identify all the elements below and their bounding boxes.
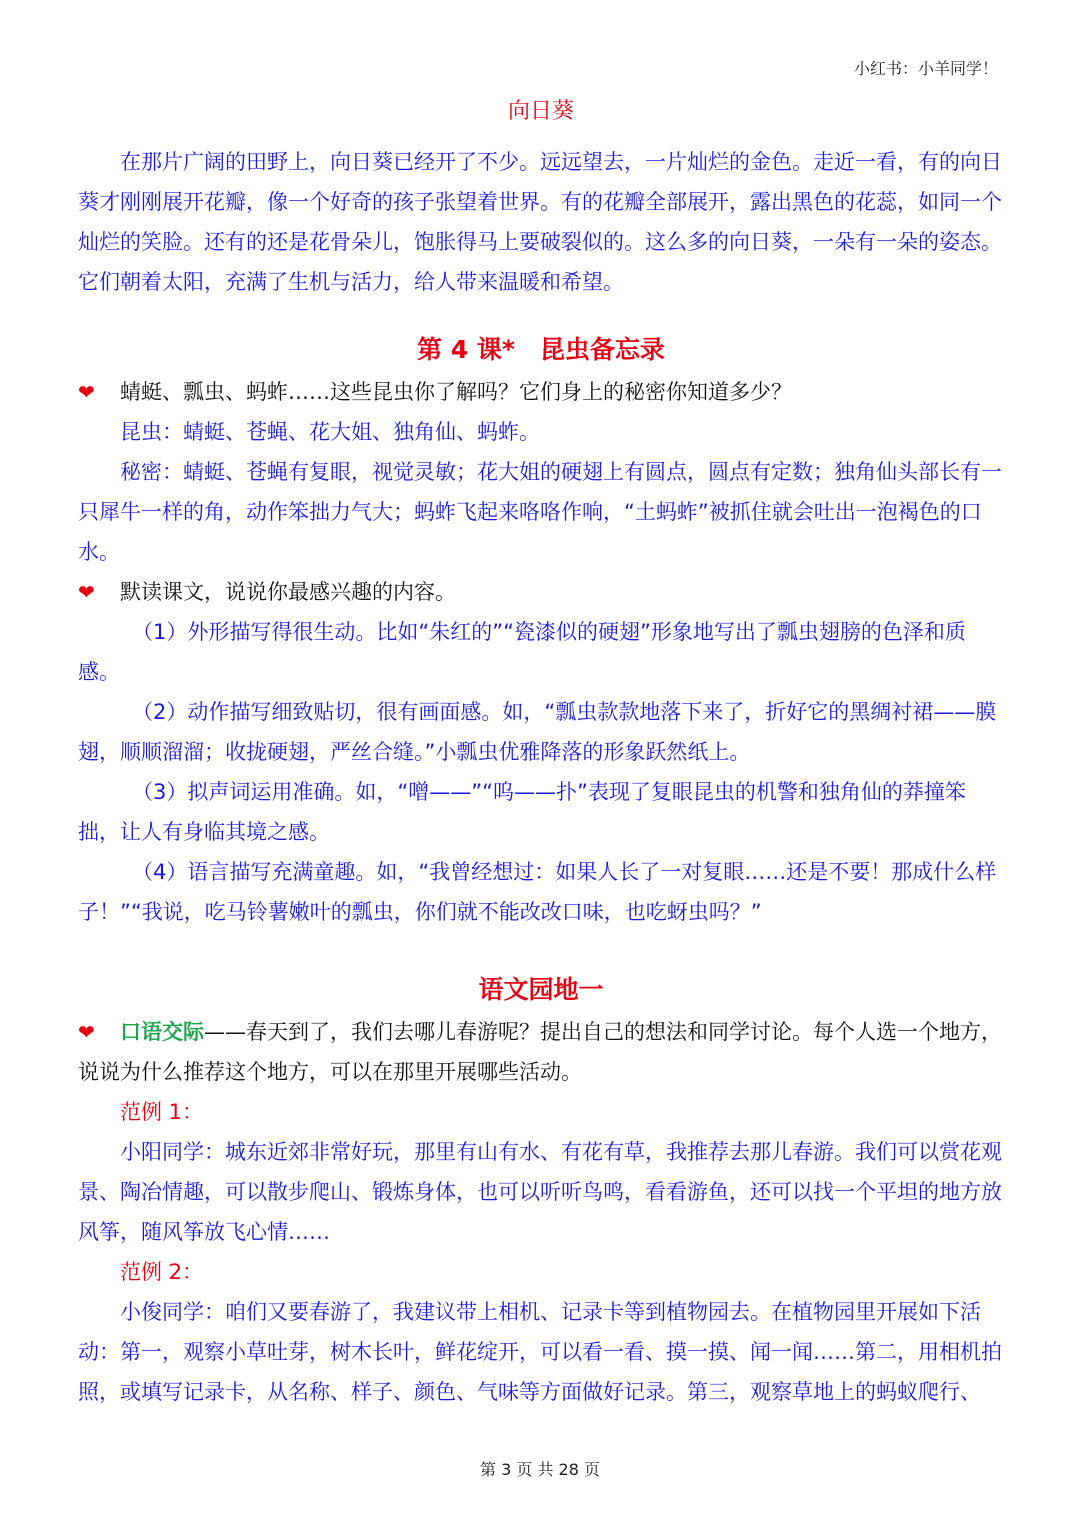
answer-1: （1）外形描写得很生动。比如“朱红的”“瓷漆似的硬翅”形象地写出了瓢虫翅膀的色泽和质感。	[78, 620, 966, 684]
answer-2: （2）动作描写细致贴切，很有画面感。如，“瓢虫款款地落下来了，折好它的黑绸衬裙——膜翅，顺顺溜溜；收拢硬翅，严丝合缝。”小瓢虫优雅降落的形象跃然纸上。	[78, 700, 997, 764]
sunflower-paragraph: 在那片广阔的田野上，向日葵已经开了不少。远远望去，一片灿烂的金色。走近一看，有的向日葵才刚刚展开花瓣，像一个好奇的孩子张望着世界。有的花瓣全部展开，露出黑色的花蕊，如同一个灿烂的笑脸。还有的还是花骨朵儿，饱胀得马上要破裂似的。这么多的向日葵，一朵有一朵的姿态。它们朝着太阳，充满了生机与活力，给人带来温暖和希望。	[78, 150, 1002, 294]
oral-text: ——春天到了，我们去哪儿春游呢？提出自己的想法和同学讨论。每个人选一个地方，说说为什么推荐这个地方，可以在那里开展哪些活动。	[78, 1020, 1002, 1084]
section-title-sunflower: 向日葵	[507, 99, 574, 124]
oral-label: 口语交际	[120, 1020, 204, 1044]
example-2-label: 范例 2：	[120, 1260, 204, 1284]
garden-title: 语文园地一	[478, 975, 604, 1004]
example-1-text: 小阳同学：城东近郊非常好玩，那里有山有水、有花有草，我推荐去那儿春游。我们可以赏花观景、陶冶情趣，可以散步爬山、锻炼身体，也可以听听鸟鸣，看看游鱼，还可以找一个平坦的地方放风筝，随风筝放飞心情……	[78, 1140, 1002, 1244]
document-page	[78, 92, 1004, 1412]
example-1-label: 范例 1：	[120, 1100, 204, 1124]
heart-icon: ❤	[78, 580, 95, 604]
lesson-title: 第 4 课* 昆虫备忘录	[417, 335, 665, 364]
question-2-text: 默读课文，说说你最感兴趣的内容。	[120, 580, 456, 604]
source-tag: 小红书：小羊同学！	[853, 59, 998, 78]
heart-icon: ❤	[78, 380, 95, 404]
answer-4: （4）语言描写充满童趣。如，“我曾经想过：如果人长了一对复眼……还是不要！那成什么样子！”“我说，吃马铃薯嫩叶的瓢虫，你们就不能改改口味，也吃蚜虫吗？”	[78, 860, 997, 924]
oral-communication	[78, 1012, 1004, 1092]
question-1-text: 蜻蜓、瓢虫、蚂蚱……这些昆虫你了解吗？它们身上的秘密你知道多少？	[120, 380, 792, 404]
question-1	[78, 372, 1004, 412]
heart-icon: ❤	[78, 1020, 95, 1044]
question-2	[78, 572, 1004, 612]
insects-line: 昆虫：蜻蜓、苍蝇、花大姐、独角仙、蚂蚱。	[120, 420, 540, 444]
answer-3: （3）拟声词运用准确。如，“噌——”“呜——扑”表现了复眼昆虫的机警和独角仙的莽撞笨拙，让人有身临其境之感。	[78, 780, 966, 844]
page-number: 第 3 页 共 28 页	[480, 1460, 600, 1479]
secrets-paragraph: 秘密：蜻蜓、苍蝇有复眼，视觉灵敏；花大姐的硬翅上有圆点，圆点有定数；独角仙头部长有一只犀牛一样的角，动作笨拙力气大；蚂蚱飞起来咯咯作响，“土蚂蚱”被抓住就会吐出一泡褐色的口水。	[78, 460, 1002, 564]
example-2-text: 小俊同学：咱们又要春游了，我建议带上相机、记录卡等到植物园去。在植物园里开展如下活动：第一，观察小草吐芽，树木长叶，鲜花绽开，可以看一看、摸一摸、闻一闻……第二，用相机拍照，或填写记录卡，从名称、样子、颜色、气味等方面做好记录。第三，观察草地上的蚂蚁爬行、	[78, 1300, 1002, 1404]
